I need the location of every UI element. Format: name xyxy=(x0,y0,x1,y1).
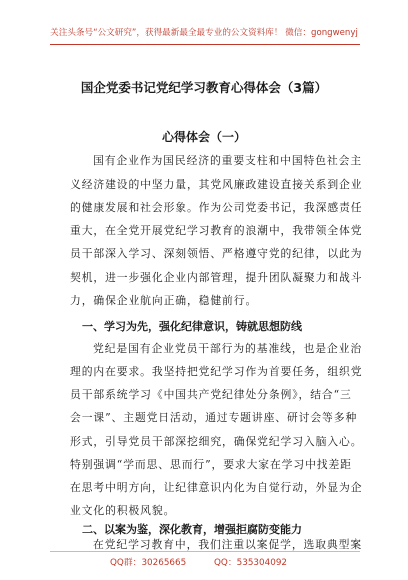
paragraph-line: 力，确保企业航向正确，稳健前行。 xyxy=(70,294,258,307)
header-banner: 关注头条号“公文研究”，获得最新最全最专业的公文资料库！ 微信：gongwenyj xyxy=(50,28,358,38)
paragraph-line: 党纪是国有企业党员干部行为的基准线，也是企业治 xyxy=(93,342,363,355)
paragraph-line: 国有企业作为国民经济的重要支柱和中国特色社会主 xyxy=(93,154,363,167)
paragraph-line: 特别强调“学而思、思而行”，要求大家在学习中找差距 xyxy=(70,458,352,471)
paragraph-line: 重大，在全党开展党纪学习教育的浪潮中，我带领全体党 xyxy=(70,224,363,237)
footer xyxy=(0,555,408,569)
paragraph-line: 在思考中明方向，让纪律意识内化为自觉行动，外显为企 xyxy=(70,481,363,494)
footer-divider xyxy=(50,551,360,552)
paragraph-line: 在党纪学习教育中，我们注重以案促学，选取典型案 xyxy=(93,538,363,551)
paragraph-line: 义经济建设的中坚力量，其党风廉政建设直接关系到企业 xyxy=(70,178,363,191)
paragraph-line: 理的内在要求。我坚持把党纪学习作为首要任务，组织党 xyxy=(70,365,363,378)
paragraph-line: 会一课”、主题党日活动，通过专题讲座、研讨会等多种 xyxy=(70,411,358,424)
section-heading: 二、以案为鉴，深化教育，增强拒腐防变能力 xyxy=(82,523,302,536)
paragraph-line: 员干部系统学习《中国共产党纪律处分条例》，结合“三 xyxy=(70,388,352,401)
paragraph-line: 契机，进一步强化企业内部管理，提升团队凝聚力和战斗 xyxy=(70,271,363,284)
paragraph-line: 业文化的积极风貌。 xyxy=(70,504,176,517)
section-title: 心得体会（一） xyxy=(161,130,246,144)
footer-qq: QQ：535304092 xyxy=(214,558,288,568)
paragraph-line: 员干部深入学习、深刻领悟、严格遵守党的纪律，以此为 xyxy=(70,247,363,260)
paragraph-line: 的健康发展和社会形象。作为公司党委书记，我深感责任 xyxy=(70,201,363,214)
footer-qq-group: QQ群：30265665 xyxy=(110,558,187,568)
document-title: 国企党委书记党纪学习教育心得体会（3篇） xyxy=(80,80,328,95)
section-heading: 一、学习为先，强化纪律意识，铸就思想防线 xyxy=(82,320,302,333)
header-divider xyxy=(50,44,360,45)
paragraph-line: 形式，引导党员干部深挖细究，确保党纪学习入脑入心。 xyxy=(70,435,363,448)
